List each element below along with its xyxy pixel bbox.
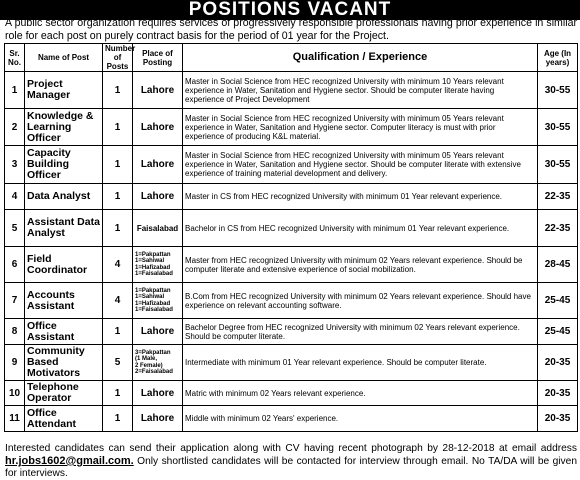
cell-posts: 1: [103, 406, 133, 432]
place-line: 1=Hafizabad: [135, 264, 171, 271]
cell-qualification: Master in Social Science from HEC recognized University with minimum 05 Years relevant experience in Water, Sanitation and Hygiene sector. Should be computer literate with extensive experience of training material development and delivery.: [183, 146, 538, 184]
table-row: [5, 109, 578, 146]
cell-qualification: Bachelor in CS from HEC recognized University with minimum 01 Year relevant experience.: [183, 210, 538, 247]
positions-table: [4, 43, 578, 432]
email-link[interactable]: hr.jobs1602@gmail.com.: [5, 455, 134, 467]
place-line: (1 Male,: [135, 356, 158, 362]
place-line: 1=Sahiwal: [135, 294, 165, 300]
cell-posts: 1: [103, 72, 133, 109]
cell-qualification: B.Com from HEC recognized University with minimum 02 Years relevant experience. Should have experience on relevant accounting software.: [183, 283, 538, 319]
cell-qualification: Intermediate with minimum 01 Year relevant experience. Should be computer literate.: [183, 345, 538, 381]
cell-place: Lahore: [133, 146, 183, 184]
cell-sr: 7: [5, 283, 25, 319]
cell-place: [133, 345, 183, 381]
table-row: [5, 146, 578, 184]
cell-age: 30-55: [538, 72, 578, 109]
cell-posts: 5: [103, 345, 133, 381]
cell-post-name: Community Based Motivators: [25, 345, 103, 381]
cell-posts: 1: [103, 109, 133, 146]
cell-age: 20-35: [538, 406, 578, 432]
table-row: [5, 210, 578, 247]
cell-qualification: Master in CS from HEC recognized University with minimum 01 Year relevant experience.: [183, 184, 538, 210]
place-line: 1=Pakpattan: [135, 251, 171, 258]
cell-age: 22-35: [538, 184, 578, 210]
cell-post-name: Accounts Assistant: [25, 283, 103, 319]
cell-sr: 9: [5, 345, 25, 381]
cell-qualification: Middle with minimum 02 Years' experience.: [183, 406, 538, 432]
table-row: [5, 184, 578, 210]
cell-posts: 4: [103, 247, 133, 283]
header-place: Place of Posting: [133, 44, 183, 72]
place-line: 1=Sahiwal: [135, 258, 165, 264]
header-posts: Number of Posts: [103, 44, 133, 72]
place-line: 1=Pakpattan: [135, 287, 171, 294]
table-row: [5, 345, 578, 381]
cell-post-name: Data Analyst: [25, 184, 103, 210]
cell-qualification: Bachelor Degree from HEC recognized University with minimum 02 Years relevant experience. Should be computer literate.: [183, 319, 538, 345]
table-row: [5, 406, 578, 432]
place-line: 1=Faisalabad: [135, 307, 173, 313]
cell-posts: 1: [103, 381, 133, 406]
cell-place: [133, 283, 183, 319]
cell-sr: 8: [5, 319, 25, 345]
cell-sr: 5: [5, 210, 25, 247]
cell-sr: 1: [5, 72, 25, 109]
header-age: Age (In years): [538, 44, 578, 72]
cell-place: Lahore: [133, 406, 183, 432]
cell-place: Lahore: [133, 109, 183, 146]
cell-sr: 4: [5, 184, 25, 210]
cell-sr: 6: [5, 247, 25, 283]
cell-sr: 3: [5, 146, 25, 184]
cell-qualification: Master in Social Science from HEC recognized University with minimum 10 Years relevant experience in Water, Sanitation and Hygiene sector. Should be computer literate having experience of Project Development: [183, 72, 538, 109]
cell-place: [133, 247, 183, 283]
intro-paragraph: A public sector organization requires services of progressively responsible professionals having prior experience in similar role for each post on purely contract basis for the period of 01 year for the Project.: [5, 17, 577, 42]
cell-post-name: Assistant Data Analyst: [25, 210, 103, 247]
cell-age: 25-45: [538, 283, 578, 319]
place-line: 2 Female): [135, 362, 163, 369]
cell-age: 20-35: [538, 345, 578, 381]
page-title: POSITIONS VACANT: [0, 0, 580, 20]
cell-post-name: Project Manager: [25, 72, 103, 109]
place-line: 3=Pakpattan: [135, 349, 171, 356]
cell-age: 22-35: [538, 210, 578, 247]
cell-age: 30-55: [538, 109, 578, 146]
footer-text-2: Only shortlisted candidates will be contacted for interview through email. No TA/DA will be given for interviews.: [5, 456, 577, 479]
table-row: [5, 72, 578, 109]
cell-posts: 1: [103, 319, 133, 345]
cell-qualification: Master in Social Science from HEC recognized University with minimum 05 Years relevant experience in Water, Sanitation and Hygiene sector. Computer literacy is must with prior experience of producing K&L material.: [183, 109, 538, 146]
cell-post-name: Knowledge & Learning Officer: [25, 109, 103, 146]
cell-age: 20-35: [538, 381, 578, 406]
header-qualification: Qualification / Experience: [183, 44, 538, 72]
cell-age: 25-45: [538, 319, 578, 345]
cell-place: Faisalabad: [133, 210, 183, 247]
table-row: [5, 247, 578, 283]
header-name: Name of Post: [25, 44, 103, 72]
place-line: 1=Faisalabad: [135, 271, 173, 277]
cell-sr: 2: [5, 109, 25, 146]
cell-place: Lahore: [133, 72, 183, 109]
cell-post-name: Office Assistant: [25, 319, 103, 345]
cell-post-name: Capacity Building Officer: [25, 146, 103, 184]
cell-place: Lahore: [133, 319, 183, 345]
cell-posts: 1: [103, 184, 133, 210]
cell-posts: 4: [103, 283, 133, 319]
cell-qualification: Master from HEC recognized University with minimum 02 Years relevant experience. Should be computer literate and extensive experience of social mobilization.: [183, 247, 538, 283]
table-row: [5, 381, 578, 406]
cell-sr: 11: [5, 406, 25, 432]
place-line: 1=Hafizabad: [135, 300, 171, 307]
cell-place: Lahore: [133, 381, 183, 406]
cell-posts: 1: [103, 146, 133, 184]
cell-qualification: Matric with minimum 02 Years relevant experience.: [183, 381, 538, 406]
table-header-row: [5, 44, 578, 72]
footer-paragraph: [5, 443, 577, 480]
cell-sr: 10: [5, 381, 25, 406]
cell-posts: 1: [103, 210, 133, 247]
footer-text-1: Interested candidates can send their application along with CV having recent photograph by 28-12-2018 at email address: [5, 443, 577, 454]
place-line: 2=Faisalabad: [135, 369, 173, 375]
cell-post-name: Office Attendant: [25, 406, 103, 432]
table-row: [5, 283, 578, 319]
cell-post-name: Telephone Operator: [25, 381, 103, 406]
cell-age: 28-45: [538, 247, 578, 283]
cell-age: 30-55: [538, 146, 578, 184]
table-row: [5, 319, 578, 345]
header-sr: Sr. No.: [5, 44, 25, 72]
cell-place: Lahore: [133, 184, 183, 210]
cell-post-name: Field Coordinator: [25, 247, 103, 283]
